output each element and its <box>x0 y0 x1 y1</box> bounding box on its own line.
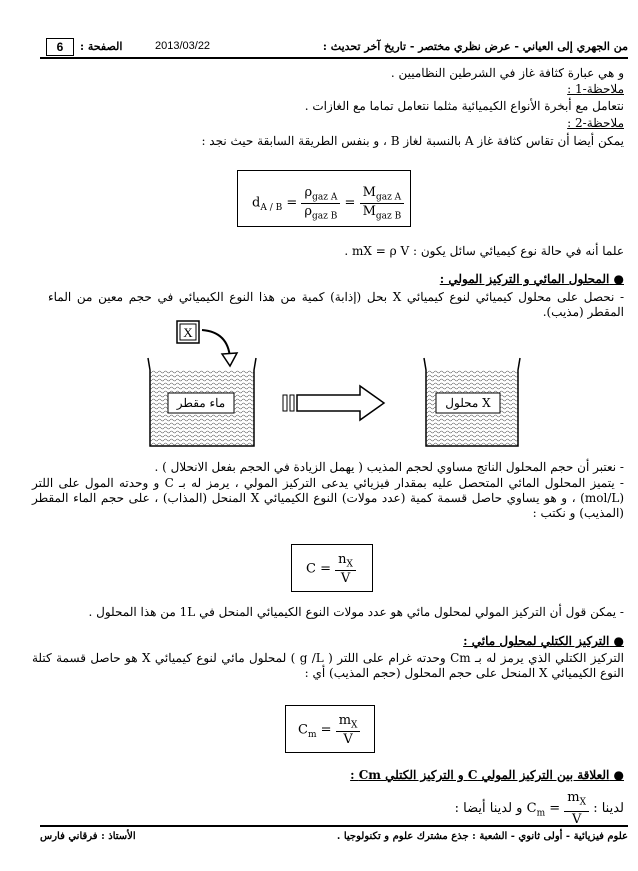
formula-subscript: A / B <box>260 203 283 214</box>
formula-fraction <box>564 790 589 827</box>
beaker-solution <box>424 358 520 446</box>
solute-label: X <box>183 325 193 340</box>
note-heading: ملاحظة-2 : <box>567 116 624 130</box>
formula-subscript: gaz B <box>312 211 338 222</box>
formula-symbol: C <box>526 800 537 816</box>
formula-symbol: n <box>338 552 347 567</box>
text-line: و هي عبارة كثافة غاز في الشرطين النظاميين . <box>390 66 624 80</box>
mass-concentration-formula <box>298 713 360 747</box>
formula-equals: = <box>320 722 332 738</box>
formula-symbol: V <box>343 731 353 747</box>
molar-concentration-formula <box>306 552 356 586</box>
text-line: - نعتبر أن حجم المحلول الناتج مساوي لحجم المذيب ( يهمل الزيادة في الحجم بفعل الانحلال ) . <box>154 460 624 474</box>
paragraph: - نحصل على محلول كيميائي لنوع كيميائي X بحل (إذابة) كمية من هذا النوع الكيميائي في حجم معين من الماء المقطر (مذيب). <box>48 290 625 319</box>
formula-equals: = <box>320 561 331 577</box>
formula-fraction <box>360 185 405 221</box>
formula-equals: = <box>286 195 298 211</box>
formula-symbol: M <box>362 185 376 200</box>
paragraph: - يتميز المحلول المائي المتحصل عليه بمقدار فيزيائي يدعى التركيز المولي ، يرمز له بـ C و وحدته المول على اللتر (mol/L) ، و هو يساوي حاصل قسمة كمية (عدد مولات) النوع الكيميائي X المنحل (المذاب) ، على حجم الماء المقطر (المذيب) و نكتب : <box>32 476 625 520</box>
formula-symbol: d <box>252 195 261 211</box>
formula-symbol: V <box>340 570 351 586</box>
page-number: 6 <box>46 38 74 56</box>
text-line: - يمكن قول أن التركيز المولي لمحلول مائي هو عدد مولات النوع الكيميائي المنحل في 1L من هذا المحلول . <box>88 605 624 619</box>
beaker-label: ماء مقطر <box>176 396 226 410</box>
pour-arrow-head <box>222 353 237 366</box>
formula-subscript: m <box>307 729 317 740</box>
section-heading-text: التركيز الكتلي لمحلول مائي : <box>463 634 610 648</box>
mass-concentration-box <box>285 705 375 753</box>
formula-equals: = <box>549 800 561 816</box>
formula-fraction <box>301 185 340 221</box>
formula-subscript: X <box>579 797 587 808</box>
header-divider <box>40 57 628 58</box>
page-label: الصفحة : <box>80 40 123 53</box>
section-heading-text: المحلول المائي و التركيز المولي : <box>439 272 610 286</box>
formula-subscript: gaz A <box>312 192 338 203</box>
formula-symbol: ρ <box>304 185 313 200</box>
page-header <box>40 38 628 59</box>
formula-fraction <box>336 713 361 747</box>
header-date: 2013/03/22 <box>155 40 211 52</box>
text-line: يمكن أيضا أن تقاس كثافة غاز A بالنسبة لغاز B ، و بنفس الطريقة السابقة حيث نجد : <box>201 134 624 148</box>
page-footer <box>40 825 628 842</box>
note-heading: ملاحظة-1 : <box>567 82 624 96</box>
formula-symbol: V <box>571 811 582 827</box>
formula-symbol: ρ <box>304 203 313 219</box>
formula-symbol: M <box>362 203 376 219</box>
formula-symbol: C <box>306 561 316 577</box>
relation-text: لدينا : <box>593 800 624 816</box>
relation-formula <box>527 790 589 827</box>
section-heading: ● العلاقة بين التركيز المولي C و التركيز الكتلي Cm : <box>350 768 624 782</box>
formula-symbol: m <box>338 713 352 728</box>
density-formula-box <box>237 170 411 227</box>
section-heading: ● التركيز الكتلي لمحلول مائي : <box>463 634 624 648</box>
text-line: علما أنه في حالة نوع كيميائي سائل يكون : mX = ρ V . <box>344 244 624 258</box>
formula-subscript: m <box>536 808 546 819</box>
molar-concentration-box <box>291 544 373 592</box>
beaker-label: محلول X <box>445 396 491 410</box>
solute-box <box>177 321 199 343</box>
footer-course: علوم فيزيائية - أولى ثانوي - الشعبة : جذع مشترك علوم و تكنولوجيا . <box>336 831 628 842</box>
formula-symbol: C <box>298 722 308 738</box>
text-line: نتعامل مع أبخرة الأنواع الكيميائية مثلما نتعامل تماما مع الغازات . <box>304 99 624 113</box>
formula-symbol: m <box>567 790 580 805</box>
paragraph: التركيز الكتلي الذي يرمز له بـ Cm وحدته غرام على اللتر ( g /L ) لمحلول مائي لنوع كيميائي X هو حاصل قسمة كتلة النوع الكيميائي X المنحل على حجم المحلول (حجم المذيب) أي : <box>32 651 624 680</box>
formula-subscript: gaz A <box>375 192 402 203</box>
footer-teacher: الأستاذ : فرقاني فارس <box>40 831 136 842</box>
density-formula <box>252 185 404 221</box>
formula-equals: = <box>344 195 356 211</box>
section-heading-text: العلاقة بين التركيز المولي C و التركيز الكتلي Cm : <box>350 768 610 782</box>
header-title: من الجهري إلى العياني - عرض نظري مختصر - تاريخ آخر تحديث : <box>322 40 628 53</box>
section-heading: ● المحلول المائي و التركيز المولي : <box>439 272 624 286</box>
formula-subscript: X <box>351 720 358 731</box>
relation-text: و لدينا أيضا : <box>454 800 523 816</box>
formula-fraction <box>335 552 356 586</box>
beaker-distilled-water <box>148 358 256 446</box>
relation-line <box>455 790 624 827</box>
process-arrow <box>283 386 384 420</box>
formula-subscript: gaz B <box>375 211 402 222</box>
formula-subscript: X <box>346 559 353 570</box>
dissolution-diagram <box>140 318 530 450</box>
